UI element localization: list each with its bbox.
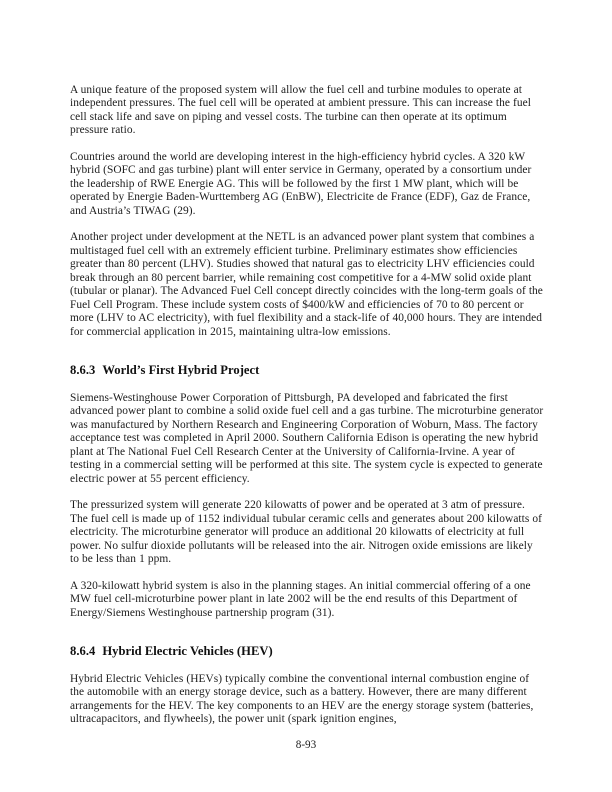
- section-number-8-6-4: 8.6.4: [70, 644, 96, 659]
- heading-spacer-8-6-3: [70, 352, 544, 363]
- paragraph-netl-advanced-power-plant: Another project under development at the NETL is an advanced power plant system that combines a multistaged fuel cell with an extremely efficient turbine. Preliminary estimates show efficiencies greater than 80 percent (LHV). Studies showed that natural gas to electricity LHV efficiencies could break through an 80 percent barrier, while remaining cost competitive for a 4-MW solid oxide plant (tubular or planar). The Advanced Fuel Cell concept directly coincides with the long-term goals of the Fuel Cell Program. These include system costs of $400/kW and efficiencies of 70 to 80 percent or more (LHV to AC electricity), with fuel flexibility and a stack-life of 40,000 hours. They are intended for commercial application in 2015, maintaining ultra-low emissions.: [70, 231, 543, 338]
- paragraph-hybrid-cycles-worldwide: Countries around the world are developing interest in the high-efficiency hybrid cycles. A 320 kW hybrid (SOFC and gas turbine) plant will enter service in Germany, operated by a consortium under the leadership of RWE Energie AG. This will be followed by the first 1 MW plant, which will be operated by Energie Baden-Wurttemberg AG (EnBW), Electricite de France (EDF), Gaz de France, and Austria’s TIWAG (29).: [70, 151, 532, 217]
- section-heading-8-6-4: [70, 644, 544, 659]
- section-title-8-6-4: Hybrid Electric Vehicles (HEV): [102, 644, 273, 659]
- section-number-8-6-3: 8.6.3: [70, 363, 96, 378]
- paragraph-siemens-westinghouse: Siemens-Westinghouse Power Corporation of Pittsburgh, PA developed and fabricated the first advanced power plant to combine a solid oxide fuel cell and a gas turbine. The microturbine generator was manufactured by Northern Research and Engineering Corporation of Woburn, Mass. The factory acceptance test was completed in April 2000. Southern California Edison is operating the new hybrid plant at The National Fuel Cell Research Center at the University of California-Irvine. A year of testing in a commercial setting will be performed at this site. The system cycle is expected to generate electric power at 55 percent efficiency.: [70, 391, 544, 485]
- section-title-8-6-3: World’s First Hybrid Project: [102, 363, 260, 378]
- page-content: [70, 84, 544, 727]
- paragraph-pressurized-system: The pressurized system will generate 220 kilowatts of power and be operated at 3 atm of pressure. The fuel cell is made up of 1152 individual tubular ceramic cells and generates about 200 kilowatts of electricity. The microturbine generator will produce an additional 20 kilowatts of electricity at full power. No sulfur dioxide pollutants will be released into the air. Nitrogen oxide emissions are likely to be less than 1 ppm.: [70, 499, 542, 566]
- section-heading-8-6-3: [70, 363, 544, 378]
- paragraph-320-kilowatt-planning: A 320-kilowatt hybrid system is also in the planning stages. An initial commercial offering of a one MW fuel cell-microturbine power plant in late 2002 will be the end results of this Department of Energy/Siemens Westinghouse partnership program (31).: [70, 579, 531, 619]
- paragraph-independent-pressures: A unique feature of the proposed system will allow the fuel cell and turbine modules to operate at independent pressures. The fuel cell will be operated at ambient pressure. This can increase the fuel cell stack life and save on piping and vessel costs. The turbine can then operate at its optimum pressure ratio.: [70, 84, 531, 137]
- section-8-6-3: [70, 363, 544, 378]
- heading-spacer-8-6-4: [70, 633, 544, 644]
- paragraph-hev-overview: Hybrid Electric Vehicles (HEVs) typically combine the conventional internal combustion engine of the automobile with an energy storage device, such as a battery. However, there are many different arrangements for the HEV. The key components to an HEV are the energy storage system (batteries, ultracapacitors, and flywheels), the power unit (spark ignition engines,: [70, 672, 534, 726]
- section-8-6-4: [70, 644, 544, 659]
- page-number: 8-93: [295, 739, 317, 751]
